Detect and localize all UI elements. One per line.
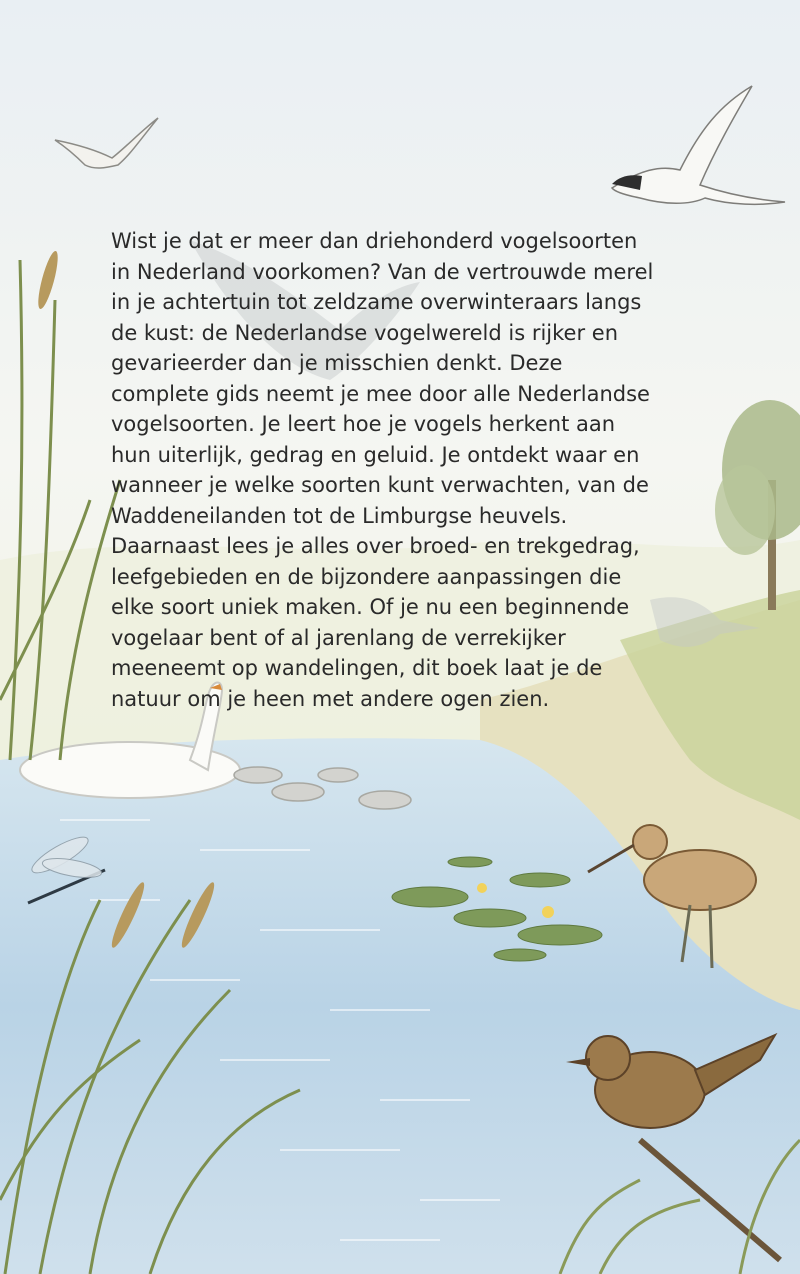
back-cover-blurb: Wist je dat er meer dan driehonderd vogelsoorten in Nederland voorkomen? Van de vertrouwde merel in je achtertuin tot zeldzame overwinteraars langs de kust: de Nederlandse vogelwereld is rijker en gevarieerder dan je misschien denkt. Deze complete gids neemt je mee door alle Nederlandse vogelsoorten. Je leert hoe je vogels herkent aan hun uiterlijk, gedrag en geluid. Je ontdekt waar en wanneer je welke soorten kunt verwachten, van de Waddeneilanden tot de Limburgse heuvels. Daarnaast lees je alles over broed- en trekgedrag, leefgebieden en de bijzondere aanpassingen die elke soort uniek maken. Of je nu een beginnende vogelaar bent of al jarenlang de verrekijker meeneemt op wandelingen, dit boek laat je de natuur om je heen met andere ogen zien. xyxy=(111,229,654,711)
